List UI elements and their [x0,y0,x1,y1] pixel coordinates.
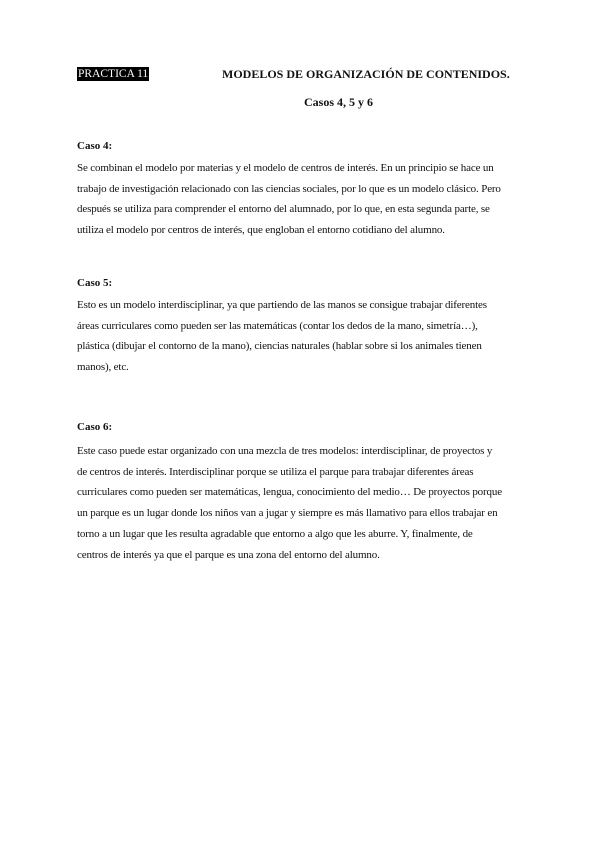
paragraph-line: de centros de interés. Interdisciplinar porque se utiliza el parque para trabajar diferentes áreas [77,465,474,478]
paragraph-line: centros de interés ya que el parque es una zona del entorno del alumno. [77,548,380,561]
case-4-heading: Caso 4: [77,140,113,152]
paragraph-line: curriculares como pueden ser matemáticas, lengua, conocimiento del medio… De proyectos porque [77,486,502,499]
document-title: MODELOS DE ORGANIZACIÓN DE CONTENIDOS. [222,67,510,81]
case-5-heading: Caso 5: [77,277,113,289]
paragraph-line: utiliza el modelo por centros de interés, que engloban el entorno cotidiano del alumno. [77,224,445,237]
document-subtitle: Casos 4, 5 y 6 [304,95,374,109]
case-6-paragraph [77,441,527,565]
case-5-paragraph [77,295,527,378]
paragraph-line: plástica (dibujar el contorno de la mano), ciencias naturales (hablar sobre si los animales tienen [77,340,482,353]
case-6-heading: Caso 6: [77,421,113,433]
paragraph-line: trabajo de investigación relacionado con las ciencias sociales, por lo que es un modelo clásico. Pero [77,182,501,195]
case-4-paragraph [77,158,527,241]
practice-label: PRACTICA 11 [78,68,149,80]
paragraph-line: Se combinan el modelo por materias y el modelo de centros de interés. En un principio se hace un [77,162,494,174]
paragraph-line: un parque es un lugar donde los niños van a jugar y siempre es más llamativo para ellos trabajar en [77,507,498,520]
paragraph-line: Este caso puede estar organizado con una mezcla de tres modelos: interdisciplinar, de proyectos y [77,445,493,457]
paragraph-line: torno a un lugar que les resulta agradable que entorno a algo que les aburre. Y, finalmente, de [77,527,473,540]
paragraph-line: después se utiliza para comprender el entorno del alumnado, por lo que, en esta segunda parte, se [77,203,490,216]
paragraph-line: áreas curriculares como pueden ser las matemáticas (contar los dedos de la mano, simetría…), [77,319,478,332]
paragraph-line: Esto es un modelo interdisciplinar, ya que partiendo de las manos se consigue trabajar diferentes [77,299,487,311]
paragraph-line: manos), etc. [77,361,129,374]
